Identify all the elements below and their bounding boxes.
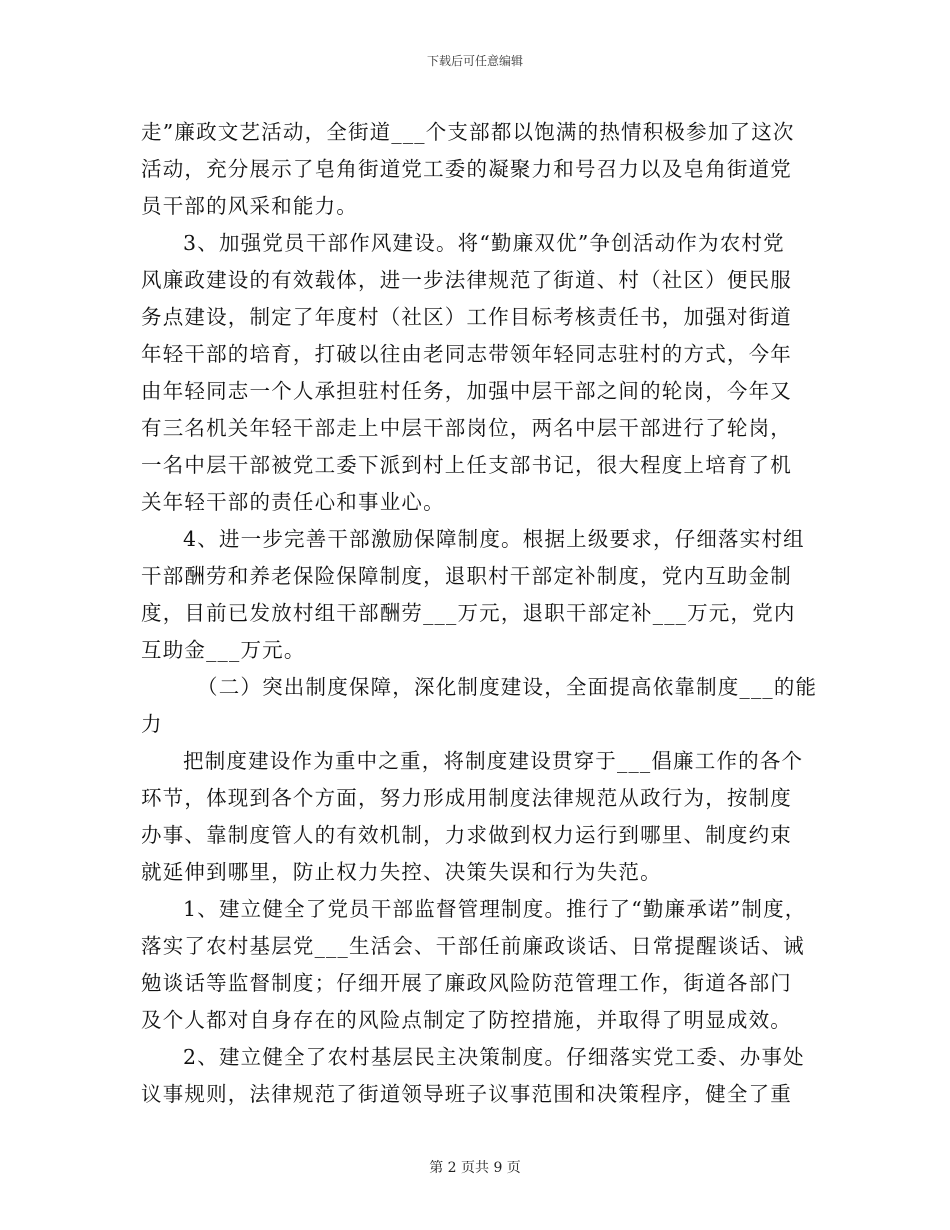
text-line: 勉谈话等监督制度；仔细开展了廉政风险防范管理工作，街道各部门 (141, 971, 792, 995)
text-line: 议事规则，法律规范了街道领导班子议事范围和决策程序，健全了重 (141, 1082, 792, 1106)
text-line: 有三名机关年轻干部走上中层干部岗位，两名中层干部进行了轮岗， (141, 416, 792, 440)
text-line: 一名中层干部被党工委下派到村上任支部书记，很大程度上培育了机 (141, 453, 792, 477)
text-line: 干部酬劳和养老保险保障制度，退职村干部定补制度，党内互助金制 (141, 564, 792, 588)
text-line: 走”廉政文艺活动，全街道___个支部都以饱满的热情积极参加了这次 (141, 120, 795, 144)
paragraph-start: 2、建立健全了农村基层民主决策制度。仔细落实党工委、办事处 (183, 1045, 805, 1069)
text-line: 活动，充分展示了皂角街道党工委的凝聚力和号召力以及皂角街道党 (141, 157, 792, 181)
section-heading-cont: 力 (141, 712, 163, 736)
paragraph-start: 把制度建设作为重中之重，将制度建设贯穿于___倡廉工作的各个 (183, 749, 804, 773)
text-line: 年轻干部的培育，打破以往由老同志带领年轻同志驻村的方式，今年 (141, 342, 792, 366)
section-heading: （二）突出制度保障，深化制度建设，全面提高依靠制度___的能 (197, 675, 818, 699)
text-line: 互助金___万元。 (141, 638, 306, 662)
text-line: 及个人都对自身存在的风险点制定了防控措施，并取得了明显成效。 (141, 1008, 792, 1032)
paragraph-start: 4、进一步完善干部激励保障制度。根据上级要求，仔细落实村组 (183, 527, 805, 551)
text-line: 办事、靠制度管人的有效机制，力求做到权力运行到哪里、制度约束 (141, 823, 792, 847)
text-line: 就延伸到哪里，防止权力失控、决策失误和行为失范。 (141, 860, 662, 884)
text-line: 落实了农村基层党___生活会、干部任前廉政谈话、日常提醒谈话、诫 (141, 934, 805, 958)
text-line: 关年轻干部的责任心和事业心。 (141, 490, 445, 514)
text-line: 务点建设，制定了年度村（社区）工作目标考核责任书，加强对街道 (141, 305, 792, 329)
page-footer: 第 2 页共 9 页 (429, 1160, 521, 1176)
text-line: 风廉政建设的有效载体，进一步法律规范了街道、村（社区）便民服 (141, 268, 792, 292)
document-body (141, 114, 818, 1113)
text-line: 环节，体现到各个方面，努力形成用制度法律规范从政行为，按制度 (141, 786, 792, 810)
paragraph-start: 1、建立健全了党员干部监督管理制度。推行了“勤廉承诺”制度， (183, 897, 807, 921)
text-line: 由年轻同志一个人承担驻村任务，加强中层干部之间的轮岗，今年又 (141, 379, 792, 403)
paragraph-start: 3、加强党员干部作风建设。将“勤廉双优”争创活动作为农村党 (183, 231, 785, 255)
page-header: 下载后可任意编辑 (426, 54, 523, 68)
text-line: 员干部的风采和能力。 (141, 194, 358, 218)
text-line: 度，目前已发放村组干部酬劳___万元，退职干部定补___万元，党内 (141, 601, 796, 625)
